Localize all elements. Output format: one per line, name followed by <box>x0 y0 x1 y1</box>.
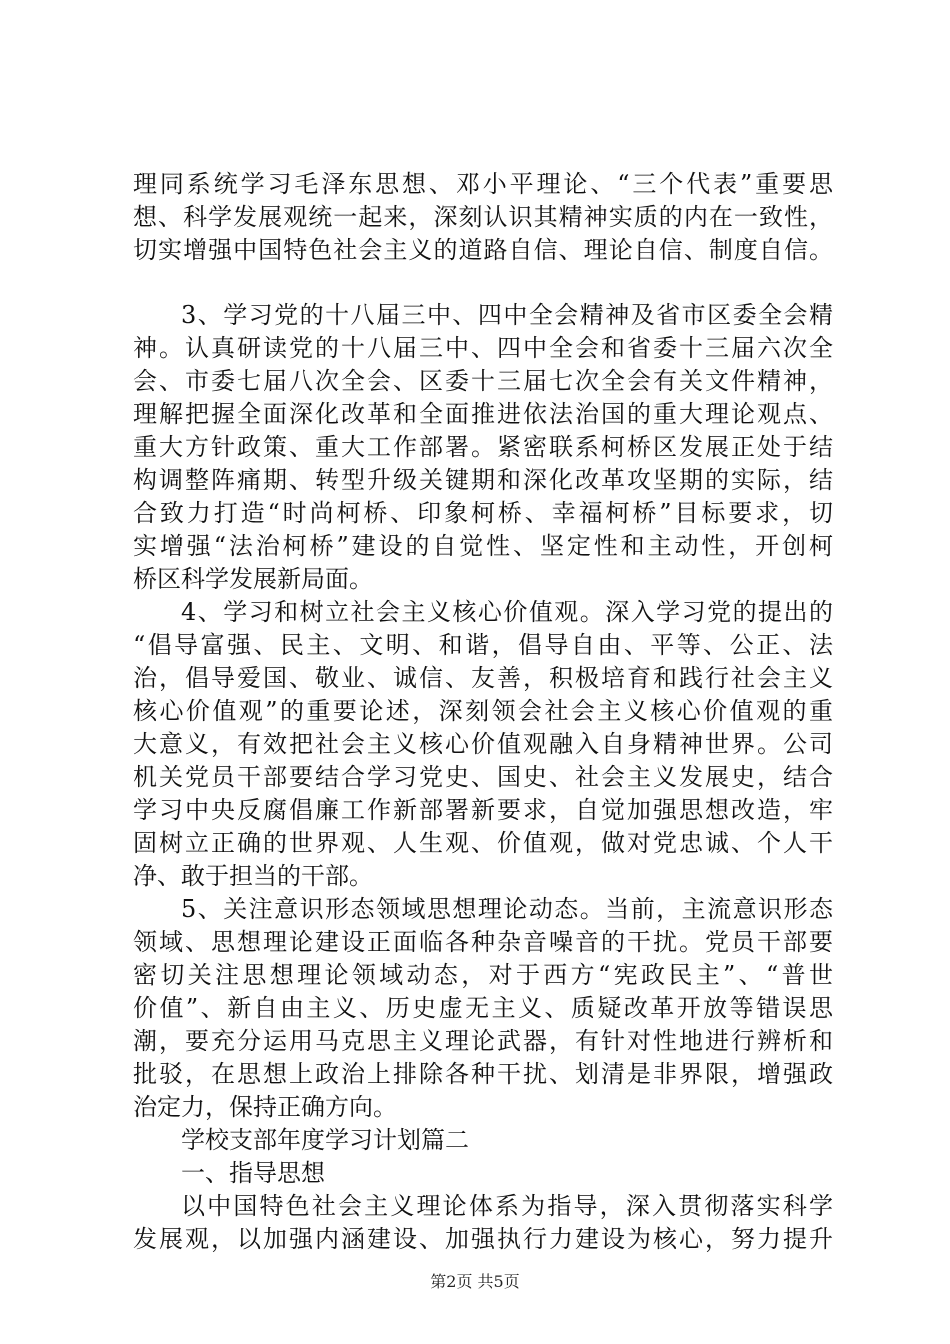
text-line: 桥区科学发展新局面。 <box>133 565 373 593</box>
paragraph-start-line: 5、关注意识形态领域思想理论动态。当前，主流意识形态 <box>181 895 833 923</box>
text-line: 批驳，在思想上政治上排除各种干扰、划清是非界限，增强政 <box>133 1060 833 1088</box>
text-line: 实增强“法治柯桥”建设的自觉性、坚定性和主动性，开创柯 <box>133 532 833 560</box>
text-line: 机关党员干部要结合学习党史、国史、社会主义发展史，结合 <box>133 763 833 791</box>
paragraph-start-line: 4、学习和树立社会主义核心价值观。深入学习党的提出的 <box>181 598 833 626</box>
paragraph-start-line: 以中国特色社会主义理论体系为指导，深入贯彻落实科学 <box>181 1192 833 1220</box>
section-heading: 学校支部年度学习计划篇二 <box>181 1126 469 1154</box>
text-line: 核心价值观”的重要论述，深刻领会社会主义核心价值观的重 <box>133 697 833 725</box>
text-line: 合致力打造“时尚柯桥、印象柯桥、幸福柯桥”目标要求，切 <box>133 499 833 527</box>
paragraph-gap <box>133 267 833 299</box>
paragraph-start-line: 3、学习党的十八届三中、四中全会精神及省市区委全会精 <box>181 301 833 329</box>
text-line: 净、敢于担当的干部。 <box>133 862 373 890</box>
text-line: 构调整阵痛期、转型升级关键期和深化改革攻坚期的实际，结 <box>133 466 833 494</box>
text-line: 神。认真研读党的十八届三中、四中全会和省委十三届六次全 <box>133 334 833 362</box>
page-number-footer: 第2页 共5页 <box>430 1272 520 1291</box>
text-line: 密切关注思想理论领域动态，对于西方“宪政民主”、“普世 <box>133 961 833 989</box>
text-line: 发展观，以加强内涵建设、加强执行力建设为核心，努力提升 <box>133 1225 833 1253</box>
text-line: 切实增强中国特色社会主义的道路自信、理论自信、制度自信。 <box>133 236 833 264</box>
text-line: “倡导富强、民主、文明、和谐，倡导自由、平等、公正、法 <box>133 631 833 659</box>
document-body <box>133 168 833 1256</box>
text-line: 大意义，有效把社会主义核心价值观融入自身精神世界。公司 <box>133 730 833 758</box>
subsection-heading: 一、指导思想 <box>181 1159 325 1187</box>
text-line: 理解把握全面深化改革和全面推进依法治国的重大理论观点、 <box>133 400 833 428</box>
text-line: 会、市委七届八次全会、区委十三届七次全会有关文件精神， <box>133 367 833 395</box>
text-line: 重大方针政策、重大工作部署。紧密联系柯桥区发展正处于结 <box>133 433 833 461</box>
text-line: 价值”、新自由主义、历史虚无主义、质疑改革开放等错误思 <box>133 994 833 1022</box>
text-line: 治定力，保持正确方向。 <box>133 1093 397 1121</box>
text-line: 固树立正确的世界观、人生观、价值观，做对党忠诚、个人干 <box>133 829 833 857</box>
text-line: 想、科学发展观统一起来，深刻认识其精神实质的内在一致性， <box>133 203 833 231</box>
text-line: 治，倡导爱国、敬业、诚信、友善，积极培育和践行社会主义 <box>133 664 833 692</box>
text-line: 理同系统学习毛泽东思想、邓小平理论、“三个代表”重要思 <box>133 170 833 198</box>
text-line: 潮，要充分运用马克思主义理论武器，有针对性地进行辨析和 <box>133 1027 833 1055</box>
text-line: 学习中央反腐倡廉工作新部署新要求，自觉加强思想改造，牢 <box>133 796 833 824</box>
text-line: 领域、思想理论建设正面临各种杂音噪音的干扰。党员干部要 <box>133 928 833 956</box>
